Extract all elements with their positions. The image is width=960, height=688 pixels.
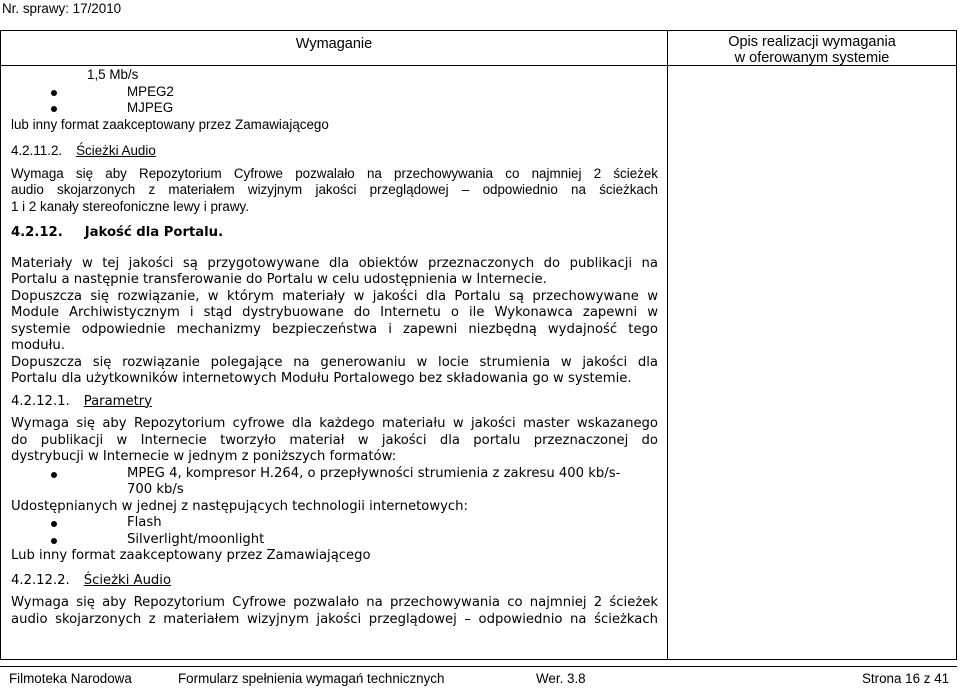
section-heading: 4.2.12.1. Parametry <box>11 393 153 409</box>
page-footer <box>0 666 960 688</box>
list-item: MPEG 4, kompresor H.264, o przepływności strumienia z zakresu 400 kb/s- <box>11 466 658 483</box>
column-divider <box>667 31 668 659</box>
paragraph: Wymaga się aby Repozytorium Cyfrowe pozwalało na przechowywania co najmniej 2 ścieżek audio skojarzonych z materiałem wizyjnym jakości przeglądowej – odpowiednio na ścieżkach 1 i 2 kanały stereofoniczne lewy i prawy. <box>11 165 658 214</box>
implementation-header-line2: w oferowanym systemie <box>734 50 890 66</box>
section-heading: 4.2.12.2. Ścieżki Audio <box>11 572 172 588</box>
requirement-cell <box>11 67 658 628</box>
bullet-icon <box>51 538 57 544</box>
bullet-icon <box>51 472 57 478</box>
bullet-icon <box>51 106 57 112</box>
bitrate-line: 1,5 Mb/s <box>87 67 139 82</box>
list-item: Silverlight/moonlight <box>11 532 658 549</box>
bullet-icon <box>51 521 57 527</box>
text-line: lub inny format zaakceptowany przez Zamawiającego <box>11 116 329 132</box>
requirement-column-header: Wymaganie <box>295 36 373 52</box>
paragraph: Wymaga się aby Repozytorium Cyfrowe pozwalało na przechowywania co najmniej 2 ścieżek audio skojarzonych z materiałem wizyjnym jakości przeglądowej – odpowiednio na ścieżkach <box>11 595 658 627</box>
footer-organization: Filmoteka Narodowa <box>9 671 132 686</box>
case-number: Nr. sprawy: 17/2010 <box>2 1 122 16</box>
bullet-icon <box>51 90 57 96</box>
implementation-header-line1: Opis realizacji wymagania <box>728 34 896 50</box>
list-item: MPEG2 <box>11 84 658 101</box>
section-heading: 4.2.11.2. Ścieżki Audio <box>11 143 156 158</box>
implementation-column-header <box>668 31 956 68</box>
footer-version: Wer. 3.8 <box>536 671 586 686</box>
paragraph: Wymaga się aby Repozytorium cyfrowe dla każdego materiału w jakości master wskazanego do publikacji w Internecie tworzyło materiał w jakości dla portalu przeznaczonej do dystrybucji w Internecie w jednym z poniższych formatów: MPEG 4, kompresor H.264, o przepływności strumienia z zakresu 400 kb/s- 700 kb/s Udostępnianych w jednej z następujących technologii internetowych: Flash Silverlight/moonlight Lub inny format zaakceptowany przez Zamawiającego <box>11 416 658 563</box>
section-heading: 4.2.12. Jakość dla Portalu. <box>11 225 224 240</box>
requirements-table <box>0 30 957 660</box>
footer-divider <box>0 666 957 667</box>
footer-page-number: Strona 16 z 41 <box>862 671 950 686</box>
list-item: MJPEG <box>11 100 658 117</box>
paragraph: Materiały w tej jakości są przygotowywane dla obiektów przeznaczonych do publikacji na Portalu a następnie transferowanie do Portalu w celu udostępnienia w Internecie. Dopuszcza się rozwiązanie, w którym materiały w jakości dla Portalu są przechowywane w Module Archiwistycznym i stąd dystrybuowane do Internetu o ile Wykonawca zapewni w systemie odpowiednie mechanizmy bezpieczeństwa i zapewni niezbędną wydajność tego modułu. Dopuszcza się rozwiązanie polegające na generowaniu w locie strumienia w jakości dla Portalu dla użytkowników internetowych Modułu Portalowego bez składowania go w systemie. <box>11 255 658 386</box>
list-item: Flash <box>11 515 658 532</box>
footer-form-title: Formularz spełnienia wymagań technicznych <box>178 671 445 686</box>
